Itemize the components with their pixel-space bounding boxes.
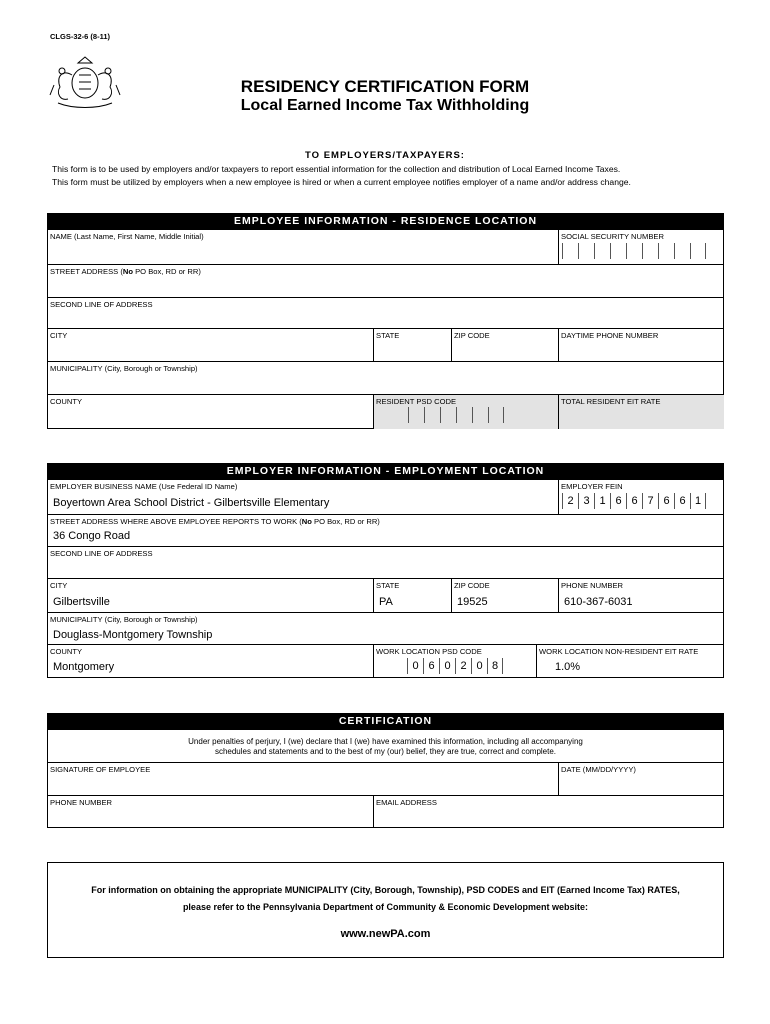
signature-label: SIGNATURE OF EMPLOYEE [50, 765, 151, 774]
employee-second-line-label: SECOND LINE OF ADDRESS [50, 300, 153, 309]
employee-phone-field[interactable] [558, 328, 724, 361]
employee-phone-label: DAYTIME PHONE NUMBER [561, 331, 659, 340]
signature-field[interactable] [48, 762, 558, 795]
psd-digit: 0 [439, 658, 455, 674]
employee-state-field[interactable] [373, 328, 451, 361]
employer-street-value: 36 Congo Road [53, 530, 131, 542]
employer-county-field[interactable] [48, 644, 373, 678]
fein-digit: 1 [690, 493, 706, 509]
work-psd-code-label: WORK LOCATION PSD CODE [376, 647, 482, 656]
employer-state-field[interactable] [373, 578, 451, 612]
employer-city-value: Gilbertsville [53, 596, 110, 608]
email-label: EMAIL ADDRESS [376, 798, 437, 807]
intro-line-2: This form must be utilized by employers when a new employee is hired or when a current employee notifies employer of a name and/or address change. [52, 177, 631, 187]
work-psd-code-field[interactable] [373, 644, 536, 678]
fein-digit: 6 [658, 493, 674, 509]
intro-line-1: This form is to be used by employers and/or taxpayers to report essential information for the collection and distribution of Local Earned Income Taxes. [52, 164, 621, 174]
employer-section-header: EMPLOYER INFORMATION - EMPLOYMENT LOCATION [47, 463, 724, 479]
employer-municipality-value: Douglass-Montgomery Township [53, 629, 213, 641]
employer-business-name-value: Boyertown Area School District - Gilbertsville Elementary [53, 497, 330, 509]
employer-zip-label: ZIP CODE [454, 581, 490, 590]
employee-second-line-field[interactable] [48, 297, 724, 328]
psd-digit: 6 [423, 658, 439, 674]
work-eit-rate-field[interactable] [536, 644, 724, 678]
employer-business-name-field[interactable] [48, 480, 558, 514]
email-field[interactable] [373, 795, 724, 828]
employer-phone-label: PHONE NUMBER [561, 581, 624, 590]
employee-municipality-field[interactable] [48, 361, 724, 394]
employer-phone-value: 610-367-6031 [564, 596, 633, 608]
form-code: CLGS-32-6 (8-11) [50, 32, 111, 41]
employer-municipality-field[interactable] [48, 612, 724, 644]
info-box [47, 862, 724, 958]
certification-line-2: schedules and statements and to the best of my (our) belief, they are true, correct and complete. [214, 747, 557, 756]
date-field[interactable] [558, 762, 724, 795]
work-psd-digits [407, 658, 503, 674]
employer-zip-field[interactable] [451, 578, 558, 612]
employer-zip-value: 19525 [457, 596, 488, 608]
employee-zip-field[interactable] [451, 328, 558, 361]
employer-state-label: STATE [376, 581, 400, 590]
employee-county-label: COUNTY [50, 397, 83, 406]
psd-digit: 0 [407, 658, 423, 674]
intro-text [52, 163, 742, 189]
cert-phone-label: PHONE NUMBER [50, 798, 113, 807]
employer-street-label: STREET ADDRESS WHERE ABOVE EMPLOYEE REPORTS TO WORK (No PO Box, RD or RR) [50, 517, 380, 526]
info-text [48, 882, 723, 916]
to-employers-heading: TO EMPLOYERS/TAXPAYERS: [305, 150, 465, 161]
employer-county-value: Montgomery [53, 661, 115, 673]
website-link[interactable]: www.newPA.com [340, 928, 431, 940]
employee-county-field[interactable] [48, 394, 373, 429]
employee-street-field[interactable] [48, 264, 724, 297]
info-line-1: For information on obtaining the appropriate MUNICIPALITY (City, Borough, Township), PSD CODES and EIT (Earned Income Tax) RATES, [91, 885, 680, 895]
fein-digit: 7 [642, 493, 658, 509]
employee-city-label: CITY [50, 331, 68, 340]
employer-fein-field[interactable] [558, 480, 724, 514]
employee-ssn-field[interactable] [558, 230, 724, 264]
fein-digit: 1 [594, 493, 610, 509]
psd-digit: 0 [471, 658, 487, 674]
certification-section [47, 729, 724, 828]
employee-name-field[interactable] [48, 230, 558, 264]
fein-digit: 6 [674, 493, 690, 509]
certification-text [48, 737, 723, 757]
employee-state-label: STATE [376, 331, 400, 340]
work-eit-rate-value: 1.0% [555, 661, 581, 673]
resident-psd-code-field[interactable] [373, 394, 558, 429]
employer-street-field[interactable] [48, 514, 724, 546]
certification-header: CERTIFICATION [47, 713, 724, 729]
fein-digit: 6 [610, 493, 626, 509]
resident-eit-rate-field[interactable] [558, 394, 724, 429]
fein-digit: 6 [626, 493, 642, 509]
employer-city-field[interactable] [48, 578, 373, 612]
employer-phone-field[interactable] [558, 578, 724, 612]
work-eit-rate-label: WORK LOCATION NON-RESIDENT EIT RATE [539, 647, 699, 656]
fein-digit: 3 [578, 493, 594, 509]
date-label: DATE (MM/DD/YYYY) [561, 765, 636, 774]
employee-name-label: NAME (Last Name, First Name, Middle Initial) [50, 232, 204, 241]
psd-digit: 2 [455, 658, 471, 674]
employer-second-line-label: SECOND LINE OF ADDRESS [50, 549, 153, 558]
cert-phone-field[interactable] [48, 795, 373, 828]
employee-city-field[interactable] [48, 328, 373, 361]
employer-municipality-label: MUNICIPALITY (City, Borough or Township) [50, 615, 198, 624]
resident-eit-rate-label: TOTAL RESIDENT EIT RATE [561, 397, 661, 406]
ssn-digit-boxes [562, 243, 706, 259]
fein-digit: 2 [562, 493, 578, 509]
employer-fein-label: EMPLOYER FEIN [561, 482, 623, 491]
employer-section [47, 479, 724, 678]
employer-state-value: PA [379, 596, 393, 608]
employer-city-label: CITY [50, 581, 68, 590]
resident-psd-digit-boxes [408, 407, 504, 423]
employee-zip-label: ZIP CODE [454, 331, 490, 340]
employer-county-label: COUNTY [50, 647, 83, 656]
employee-municipality-label: MUNICIPALITY (City, Borough or Township) [50, 364, 198, 373]
employee-street-label: STREET ADDRESS (No PO Box, RD or RR) [50, 267, 201, 276]
psd-digit: 8 [487, 658, 503, 674]
employee-ssn-label: SOCIAL SECURITY NUMBER [561, 232, 664, 241]
form-title: RESIDENCY CERTIFICATION FORM [240, 77, 530, 96]
employee-section-header: EMPLOYEE INFORMATION - RESIDENCE LOCATION [47, 213, 724, 229]
employer-second-line-field[interactable] [48, 546, 724, 578]
resident-psd-code-label: RESIDENT PSD CODE [376, 397, 457, 406]
form-subtitle: Local Earned Income Tax Withholding [240, 97, 530, 114]
info-line-2: please refer to the Pennsylvania Department of Community & Economic Development website: [182, 902, 589, 912]
certification-line-1: Under penalties of perjury, I (we) declare that I (we) have examined this information, including all accompanying [188, 737, 583, 746]
employer-business-name-label: EMPLOYER BUSINESS NAME (Use Federal ID Name) [50, 482, 238, 491]
employee-section [47, 229, 724, 429]
employer-fein-digits [562, 493, 706, 509]
